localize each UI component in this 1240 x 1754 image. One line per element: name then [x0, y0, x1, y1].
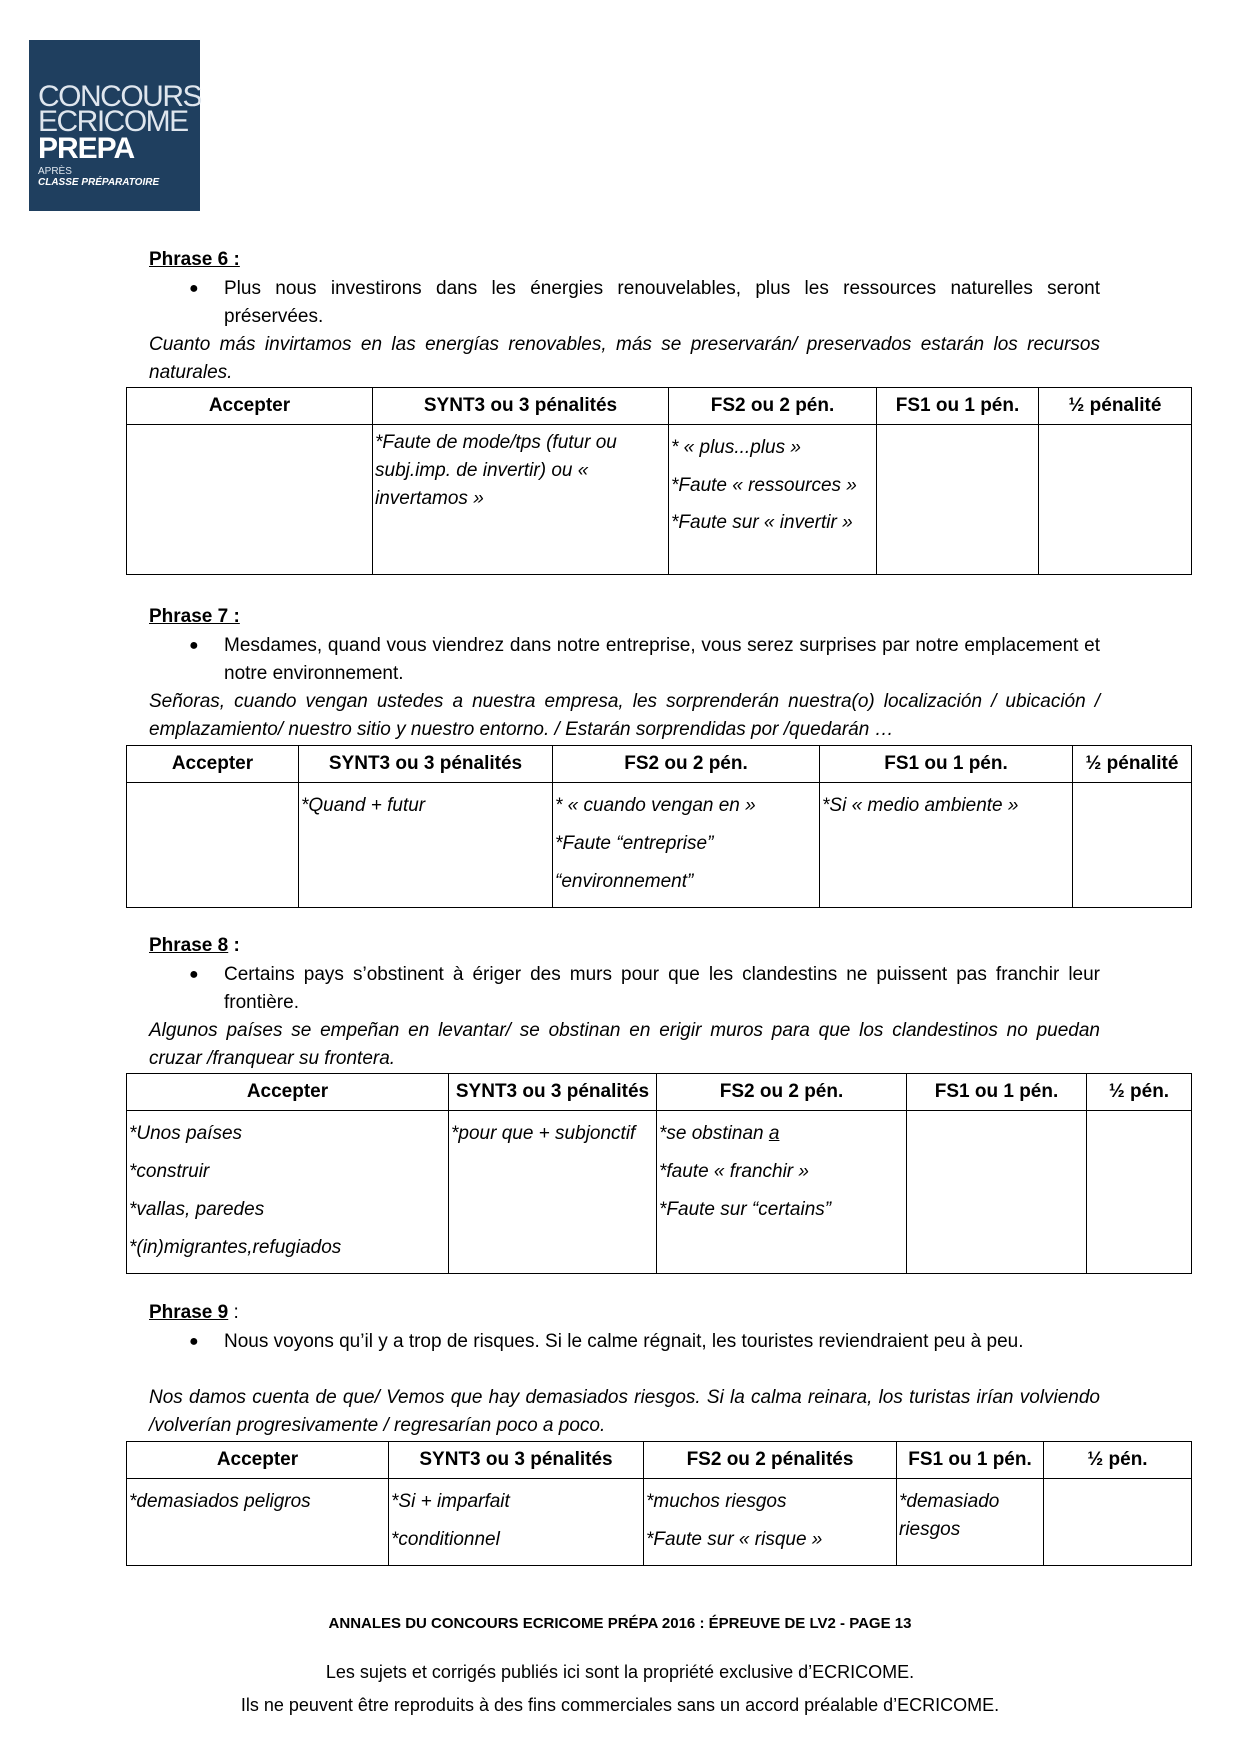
table-row: [127, 425, 1192, 575]
col-fs2: FS2 ou 2 pén.: [669, 388, 877, 425]
col-fs1: FS1 ou 1 pén.: [907, 1074, 1087, 1111]
cell-accepter: *Unos países *construir *vallas, paredes *(in)migrantes,refugiados: [127, 1111, 449, 1274]
phrase-6-spanish: Cuanto más invirtamos en las energías renovables, más se preservarán/ preservados estarán los recursos naturales.: [149, 334, 1100, 383]
col-fs1: FS1 ou 1 pén.: [820, 746, 1073, 783]
phrase-6-table: [126, 387, 1192, 575]
phrase-7-heading: [149, 604, 240, 630]
col-accepter: Accepter: [127, 746, 299, 783]
logo-line-concours: CONCOURS: [38, 80, 202, 113]
col-synt3: SYNT3 ou 3 pénalités: [449, 1074, 657, 1111]
phrase-8-table: [126, 1073, 1192, 1274]
cell-fs1: *demasiado riesgos: [897, 1479, 1044, 1566]
col-accepter: Accepter: [127, 388, 373, 425]
logo-line-apres: APRÈS: [38, 166, 72, 177]
cell-fs2: *se obstinan a *faute « franchir » *Faute sur “certains”: [657, 1111, 907, 1274]
cell-accepter: [127, 783, 299, 908]
col-synt3: SYNT3 ou 3 pénalités: [373, 388, 669, 425]
table-row: [127, 783, 1192, 908]
col-half: ½ pénalité: [1073, 746, 1192, 783]
table-row: [127, 1111, 1192, 1274]
cell-fs1: *Si « medio ambiente »: [820, 783, 1073, 908]
phrase-7-french: [149, 632, 1100, 688]
bullet-icon: ●: [189, 637, 199, 654]
cell-fs2: *muchos riesgos *Faute sur « risque »: [644, 1479, 897, 1566]
table-header-row: [127, 1442, 1192, 1479]
phrase-9-french: [149, 1328, 1100, 1356]
cell-half: [1039, 425, 1192, 575]
phrase-6-french-text: Plus nous investirons dans les énergies renouvelables, plus les ressources naturelles seront préservées.: [224, 278, 1100, 327]
phrase-6-french: [149, 275, 1100, 331]
phrase-9-title: Phrase 9: [149, 1302, 229, 1323]
col-synt3: SYNT3 ou 3 pénalités: [299, 746, 553, 783]
cell-synt3: *Faute de mode/tps (futur ou subj.imp. de invertir) ou « invertamos »: [373, 425, 669, 575]
cell-half: [1044, 1479, 1192, 1566]
cell-fs1: [877, 425, 1039, 575]
bullet-icon: ●: [189, 966, 199, 983]
phrase-8-french-text: Certains pays s’obstinent à ériger des murs pour que les clandestins ne puissent pas franchir leur frontière.: [224, 964, 1100, 1013]
col-fs2: FS2 ou 2 pén.: [553, 746, 820, 783]
cell-synt3: *Quand + futur: [299, 783, 553, 908]
col-accepter: Accepter: [127, 1074, 449, 1111]
phrase-7-table: [126, 745, 1192, 908]
table-header-row: [127, 1074, 1192, 1111]
bullet-icon: ●: [189, 1333, 199, 1350]
col-fs1: FS1 ou 1 pén.: [897, 1442, 1044, 1479]
phrase-7-spanish: Señoras, cuando vengan ustedes a nuestra empresa, les sorprenderán nuestra(o) localización / ubicación / emplazamiento/ nuestro sitio y nuestro entorno. / Estarán sorprendidas por /quedarán …: [149, 691, 1100, 740]
cell-synt3: *pour que + subjonctif: [449, 1111, 657, 1274]
footer-title: ANNALES DU CONCOURS ECRICOME PRÉPA 2016 : ÉPREUVE DE LV2 - PAGE 13: [328, 1615, 912, 1632]
cell-half: [1073, 783, 1192, 908]
col-half: ½ pénalité: [1039, 388, 1192, 425]
logo-line-ecricome: ECRICOME: [38, 105, 188, 138]
logo-line-classe: CLASSE PRÉPARATOIRE: [38, 177, 160, 188]
col-fs2: FS2 ou 2 pénalités: [644, 1442, 897, 1479]
cell-accepter: [127, 425, 373, 575]
ecricome-logo: [29, 40, 200, 211]
cell-accepter: *demasiados peligros: [127, 1479, 389, 1566]
cell-fs2: * « cuando vengan en » *Faute “entreprise” “environnement”: [553, 783, 820, 908]
logo-line-prepa: PREPA: [38, 132, 135, 165]
table-header-row: [127, 746, 1192, 783]
footer-reproduction-line: Ils ne peuvent être reproduits à des fins commerciales sans un accord préalable d’ECRICOME.: [240, 1695, 1000, 1715]
phrase-9-spanish: Nos damos cuenta de que/ Vemos que hay demasiados riesgos. Si la calma reinara, los turistas irían volviendo /volverían progresivamente / regresarían poco a poco.: [149, 1387, 1100, 1436]
bullet-icon: ●: [189, 280, 199, 297]
phrase-7-french-text: Mesdames, quand vous viendrez dans notre entreprise, vous serez surprises par notre emplacement et notre environnement.: [224, 635, 1100, 684]
phrase-9-table: [126, 1441, 1192, 1566]
phrase-6-title: Phrase 6 :: [149, 249, 240, 270]
col-fs2: FS2 ou 2 pén.: [657, 1074, 907, 1111]
phrase-9-heading: Phrase 9 :: [149, 1302, 239, 1323]
col-half: ½ pén.: [1087, 1074, 1192, 1111]
phrase-8-heading: Phrase 8 :: [149, 935, 240, 956]
col-fs1: FS1 ou 1 pén.: [877, 388, 1039, 425]
col-accepter: Accepter: [127, 1442, 389, 1479]
cell-half: [1087, 1111, 1192, 1274]
col-synt3: SYNT3 ou 3 pénalités: [389, 1442, 644, 1479]
phrase-8-title: Phrase 8: [149, 935, 229, 956]
phrase-6-heading: [149, 247, 240, 273]
footer-copyright-line: Les sujets et corrigés publiés ici sont la propriété exclusive d’ECRICOME.: [325, 1662, 915, 1682]
cell-synt3: *Si + imparfait *conditionnel: [389, 1479, 644, 1566]
cell-fs1: [907, 1111, 1087, 1274]
phrase-8-spanish: Algunos países se empeñan en levantar/ se obstinan en erigir muros para que los clandestinos no puedan cruzar /franquear su frontera.: [149, 1020, 1100, 1069]
table-header-row: [127, 388, 1192, 425]
phrase-8-french: [149, 961, 1100, 1017]
cell-fs2: * « plus...plus » *Faute « ressources » *Faute sur « invertir »: [669, 425, 877, 575]
phrase-7-title: Phrase 7 :: [149, 606, 240, 627]
col-half: ½ pén.: [1044, 1442, 1192, 1479]
table-row: [127, 1479, 1192, 1566]
phrase-9-french-text: Nous voyons qu’il y a trop de risques. Si le calme régnait, les touristes reviendraient peu à peu.: [224, 1331, 1024, 1352]
